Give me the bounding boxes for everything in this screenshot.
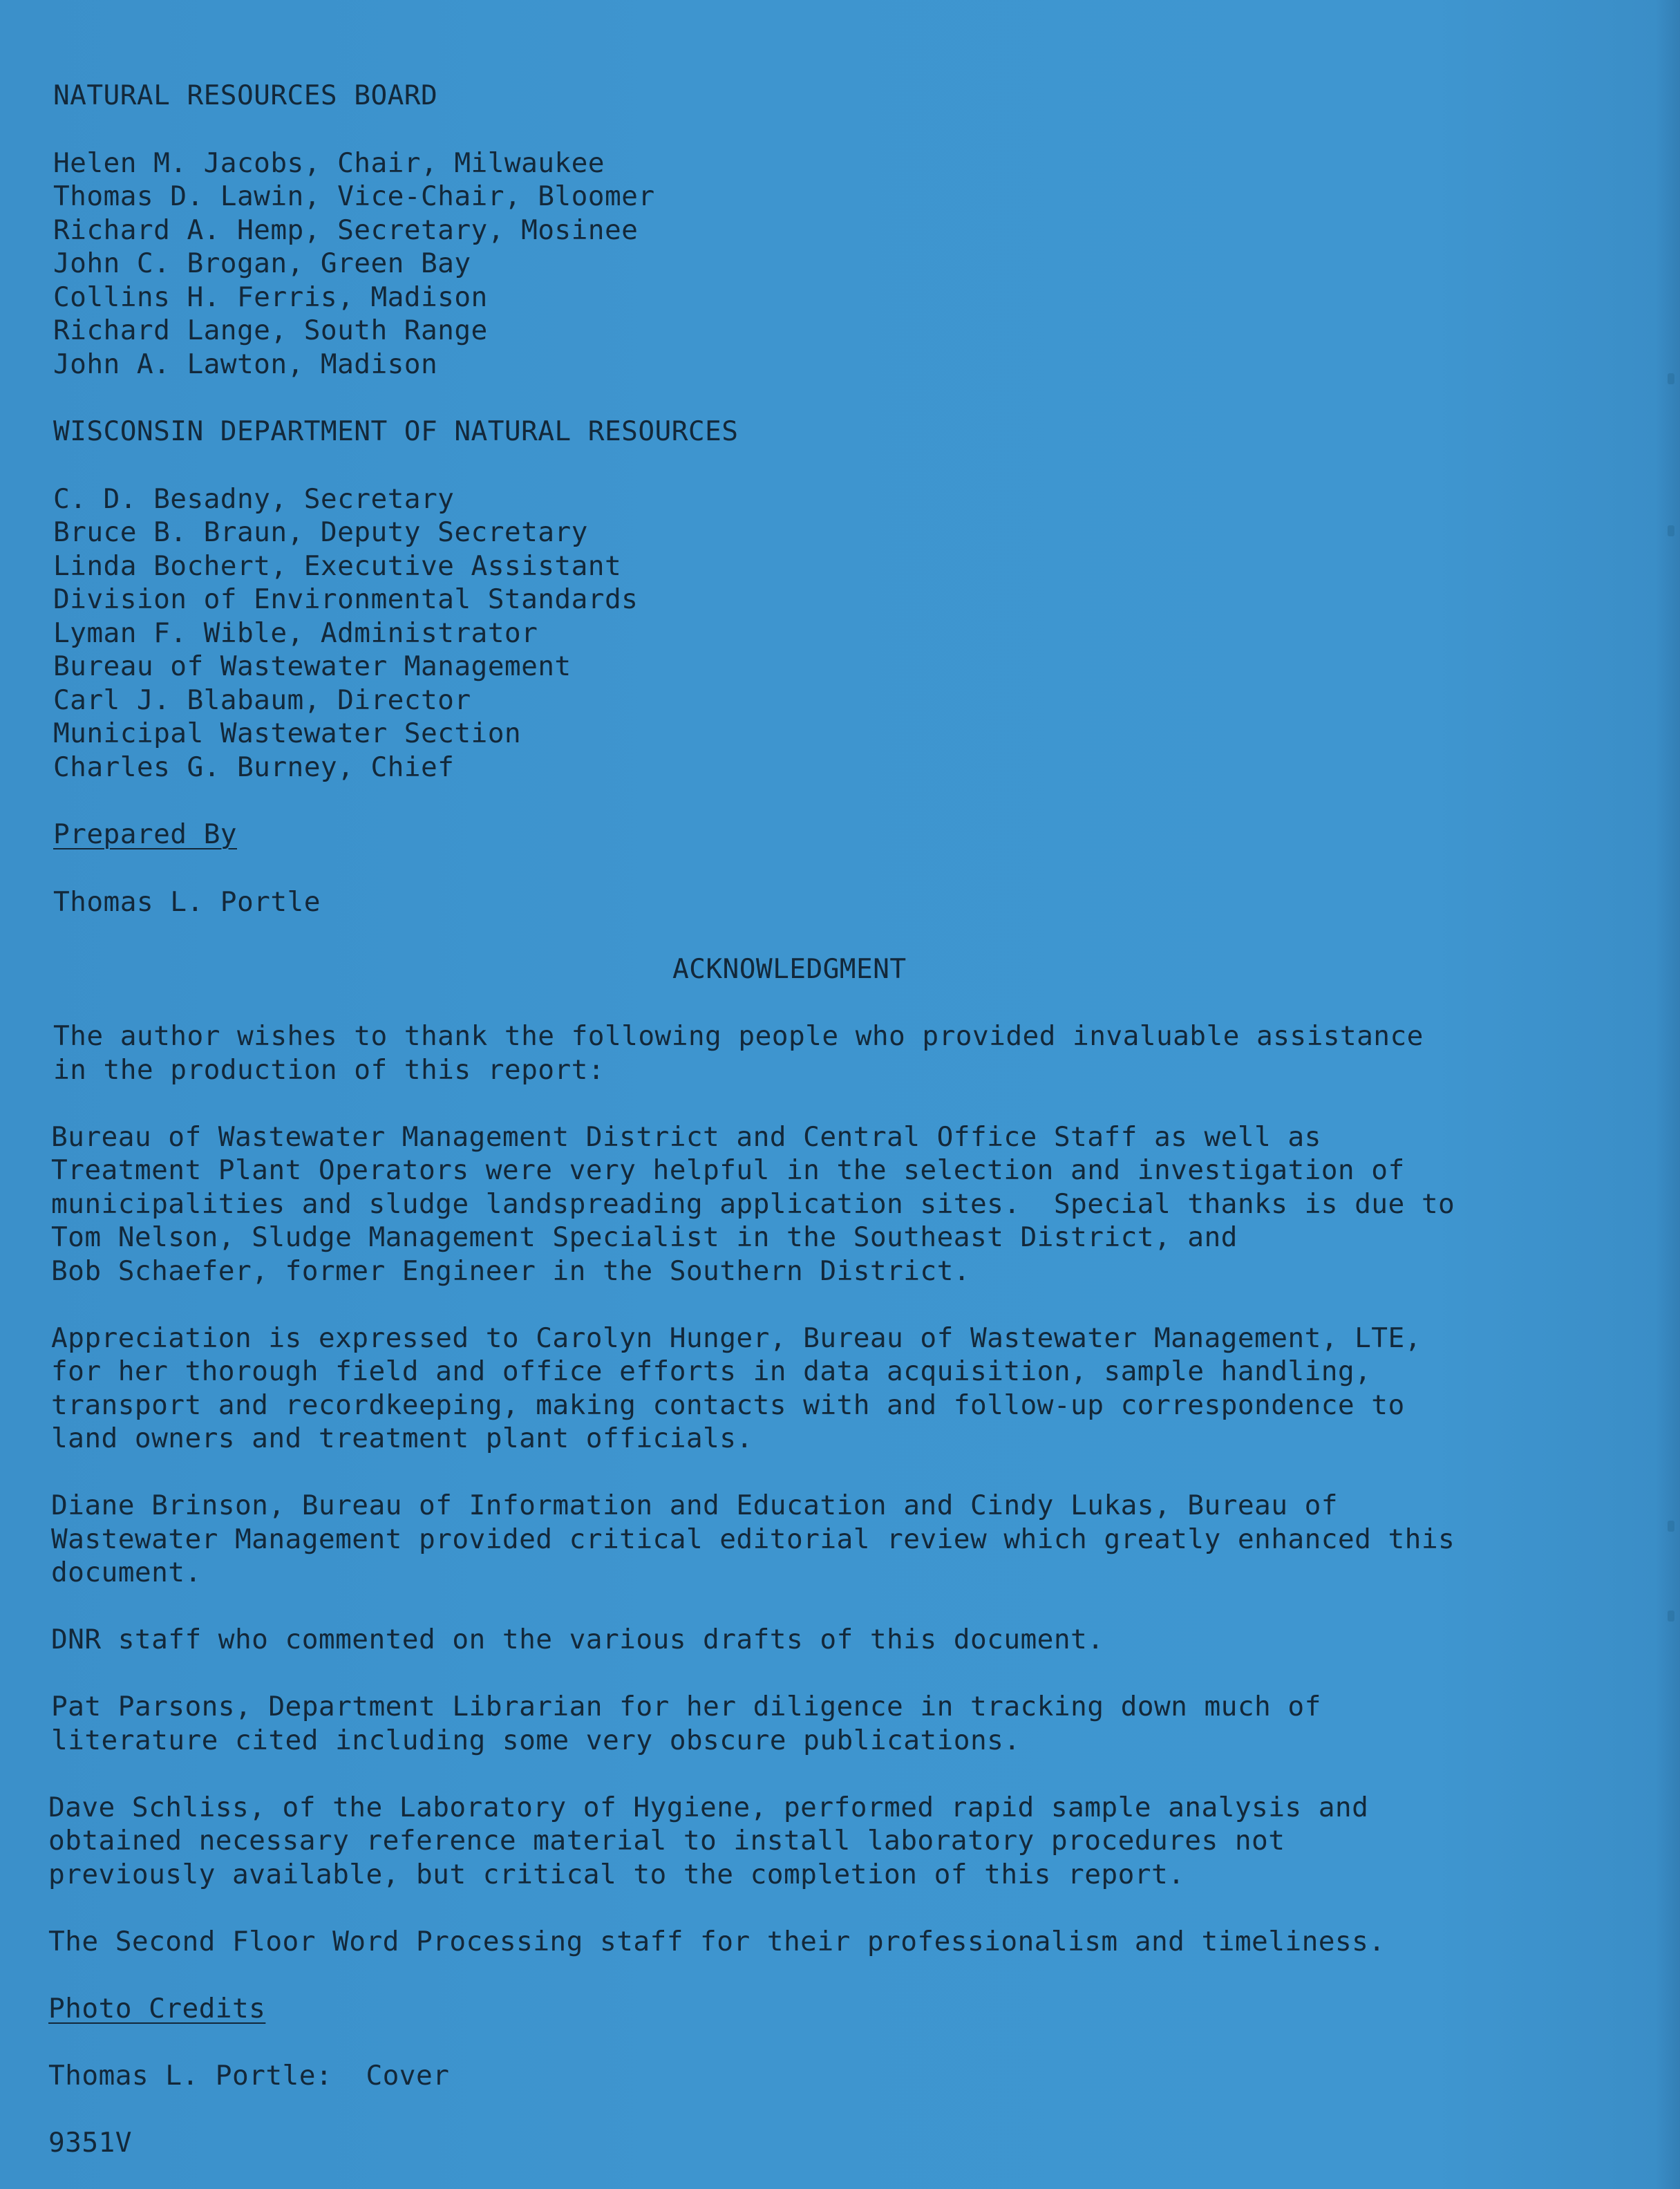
ack-paragraph-line: for her thorough field and office efforts in data acquisition, sample handling, [51, 1355, 1372, 1387]
photo-credits-entry: Thomas L. Portle: Cover [48, 2060, 450, 2092]
ack-paragraph-line: DNR staff who commented on the various drafts of this document. [51, 1624, 1104, 1655]
department-staff: Bruce B. Braun, Deputy Secretary [53, 516, 588, 548]
photo-credits-heading: Photo Credits [48, 1993, 266, 2024]
board-member: John C. Brogan, Green Bay [53, 247, 471, 279]
board-member: Thomas D. Lawin, Vice-Chair, Bloomer [53, 180, 655, 212]
prepared-by-heading: Prepared By [53, 818, 237, 850]
ack-paragraph-line: Bureau of Wastewater Management District and Central Office Staff as well as [51, 1121, 1321, 1153]
binding-mark [1668, 1521, 1674, 1532]
board-member: Richard A. Hemp, Secretary, Mosinee [53, 214, 639, 246]
department-staff: Carl J. Blabaum, Director [53, 684, 471, 716]
ack-paragraph-line: Bob Schaefer, former Engineer in the Southern District. [51, 1255, 970, 1287]
ack-paragraph-line: transport and recordkeeping, making contacts with and follow-up correspondence to [51, 1389, 1405, 1421]
ack-paragraph-line: Dave Schliss, of the Laboratory of Hygiene, performed rapid sample analysis and [48, 1792, 1369, 1823]
department-staff: C. D. Besadny, Secretary [53, 483, 455, 515]
board-member: John A. Lawton, Madison [53, 348, 438, 380]
department-staff: Linda Bochert, Executive Assistant [53, 550, 622, 582]
ack-paragraph-line: The Second Floor Word Processing staff for their professionalism and timeliness. [48, 1926, 1386, 1957]
board-heading: NATURAL RESOURCES BOARD [53, 79, 438, 111]
ack-paragraph-line: literature cited including some very obscure publications. [51, 1725, 1021, 1756]
ack-paragraph-line: Wastewater Management provided critical editorial review which greatly enhanced this [51, 1523, 1455, 1555]
prepared-by-name: Thomas L. Portle [53, 886, 321, 918]
department-staff: Charles G. Burney, Chief [53, 751, 455, 783]
ack-paragraph-line: Treatment Plant Operators were very helpful in the selection and investigation of [51, 1154, 1405, 1186]
binding-mark [1668, 525, 1674, 536]
binding-mark [1668, 373, 1674, 384]
board-member: Helen M. Jacobs, Chair, Milwaukee [53, 147, 605, 179]
board-member: Collins H. Ferris, Madison [53, 281, 488, 313]
ack-intro-line: in the production of this report: [53, 1054, 605, 1086]
ack-paragraph-line: Diane Brinson, Bureau of Information and Education and Cindy Lukas, Bureau of [51, 1490, 1338, 1521]
ack-paragraph-line: Tom Nelson, Sludge Management Specialist in the Southeast District, and [51, 1221, 1238, 1253]
ack-intro-line: The author wishes to thank the following people who provided invaluable assistance [53, 1020, 1424, 1052]
page-edge-shadow [1655, 0, 1680, 2189]
department-staff: Bureau of Wastewater Management [53, 650, 572, 682]
department-staff: Municipal Wastewater Section [53, 717, 522, 749]
ack-paragraph-line: municipalities and sludge landspreading application sites. Special thanks is due to [51, 1188, 1455, 1220]
department-heading: WISCONSIN DEPARTMENT OF NATURAL RESOURCES [53, 415, 739, 447]
ack-paragraph-line: document. [51, 1557, 202, 1588]
binding-mark [1668, 1610, 1674, 1622]
department-staff: Division of Environmental Standards [53, 583, 639, 615]
document-code: 9351V [48, 2127, 132, 2159]
ack-paragraph-line: Appreciation is expressed to Carolyn Hunger, Bureau of Wastewater Management, LTE, [51, 1322, 1422, 1354]
ack-paragraph-line: land owners and treatment plant officials. [51, 1422, 753, 1454]
acknowledgment-heading: ACKNOWLEDGMENT [672, 953, 907, 985]
ack-paragraph-line: obtained necessary reference material to install laboratory procedures not [48, 1825, 1285, 1857]
ack-paragraph-line: previously available, but critical to the completion of this report. [48, 1859, 1185, 1890]
ack-paragraph-line: Pat Parsons, Department Librarian for her diligence in tracking down much of [51, 1691, 1321, 1722]
department-staff: Lyman F. Wible, Administrator [53, 617, 538, 649]
board-member: Richard Lange, South Range [53, 314, 488, 346]
